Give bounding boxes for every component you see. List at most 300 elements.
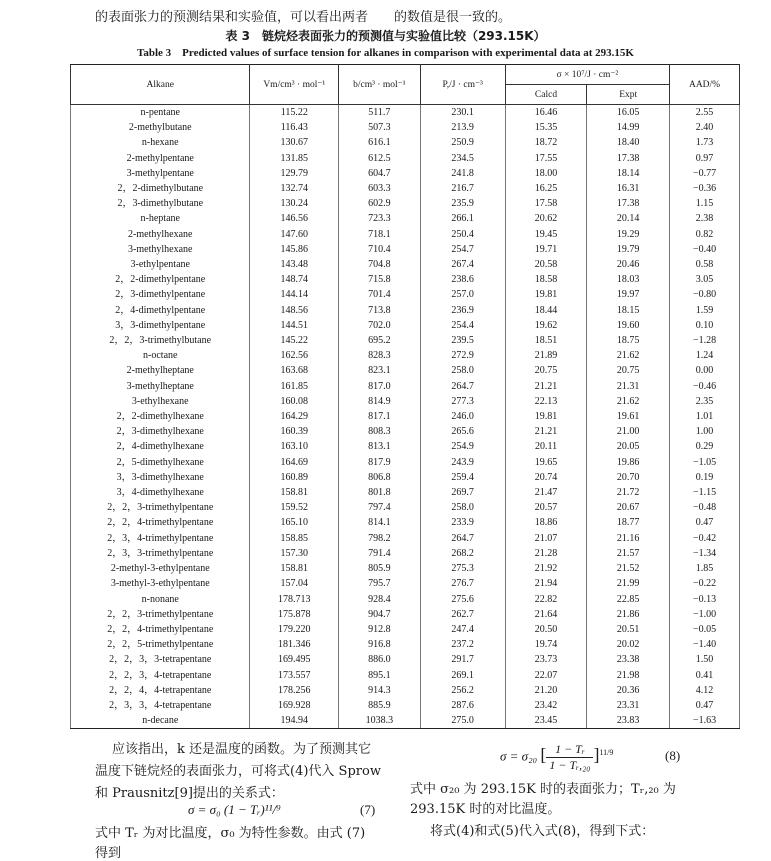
cell-expt: 20.67	[587, 500, 670, 515]
table-title-en: Table 3 Predicted values of surface tension for alkanes in comparison with experimental data at 293.15K	[137, 47, 634, 59]
cell-alkane: 2，3，4-trimethylpentane	[71, 531, 250, 546]
equation-8: σ = σ₂₀ [ $\frac{\text{1 − Tᵣ}}{\text{1 − Tᵣ,₂₀}}$ ]$^{11/9}$	[500, 742, 614, 772]
cell-expt: 21.52	[587, 561, 670, 576]
cell-calcd: 17.58	[505, 196, 587, 211]
cell-calcd: 21.64	[505, 607, 587, 622]
cell-expt: 18.77	[587, 515, 670, 530]
left-text-line-1: 应该指出，k 还是温度的函数。为了预测其它	[112, 742, 372, 757]
table-title-cn: 表 3 链烷烃表面张力的预测值与实验值比较（293.15K）	[225, 29, 546, 43]
cell-calcd: 20.75	[505, 363, 587, 378]
cell-aad: 2.55	[670, 105, 740, 121]
cell-p: 267.4	[420, 257, 505, 272]
header-aad: AAD/%	[670, 65, 740, 105]
cell-p: 254.9	[420, 439, 505, 454]
table-row	[71, 151, 740, 166]
cell-alkane: 3-methyl-3-ethylpentane	[71, 576, 250, 591]
cell-b: 723.3	[339, 211, 421, 226]
cell-calcd: 20.62	[505, 211, 587, 226]
equation-8-numerator: 1 − Tᵣ	[546, 742, 593, 758]
cell-vm: 157.30	[250, 546, 339, 561]
cell-expt: 23.38	[587, 652, 670, 667]
cell-aad: 1.50	[670, 652, 740, 667]
cell-p: 213.9	[420, 120, 505, 135]
cell-p: 269.1	[420, 668, 505, 683]
table-row	[71, 105, 740, 121]
cell-p: 258.0	[420, 363, 505, 378]
equation-8-denominator: 1 − Tᵣ,₂₀	[549, 758, 591, 772]
cell-p: 258.0	[420, 500, 505, 515]
cell-expt: 21.99	[587, 576, 670, 591]
cell-b: 895.1	[339, 668, 421, 683]
cell-vm: 116.43	[250, 120, 339, 135]
cell-expt: 18.75	[587, 333, 670, 348]
header-alkane: Alkane	[71, 65, 250, 105]
cell-b: 886.0	[339, 652, 421, 667]
cell-vm: 160.89	[250, 470, 339, 485]
cell-b: 507.3	[339, 120, 421, 135]
cell-alkane: 3-methylpentane	[71, 166, 250, 181]
cell-alkane: 2，3，3，4-tetrapentane	[71, 698, 250, 713]
cell-alkane: 2，2，3，3-tetrapentane	[71, 652, 250, 667]
cell-aad: 0.47	[670, 515, 740, 530]
cell-vm: 194.94	[250, 713, 339, 729]
cell-b: 798.2	[339, 531, 421, 546]
equation-8-exponent: 11/9	[599, 748, 614, 758]
table-row	[71, 683, 740, 698]
cell-aad: 0.10	[670, 318, 740, 333]
cell-aad: 2.40	[670, 120, 740, 135]
cell-p: 239.5	[420, 333, 505, 348]
cell-expt: 21.98	[587, 668, 670, 683]
cell-alkane: 2，2-dimethylbutane	[71, 181, 250, 196]
table-row	[71, 135, 740, 150]
cell-expt: 18.40	[587, 135, 670, 150]
header-vm: Vm/cm³ · mol⁻¹	[250, 65, 339, 105]
cell-calcd: 21.89	[505, 348, 587, 363]
cell-calcd: 19.81	[505, 409, 587, 424]
cell-b: 791.4	[339, 546, 421, 561]
cell-calcd: 20.50	[505, 622, 587, 637]
cell-aad: −0.80	[670, 287, 740, 302]
cell-p: 230.1	[420, 105, 505, 121]
cell-p: 238.6	[420, 272, 505, 287]
cell-b: 828.3	[339, 348, 421, 363]
cell-expt: 18.14	[587, 166, 670, 181]
cell-b: 808.3	[339, 424, 421, 439]
table-row	[71, 515, 740, 530]
cell-p: 243.9	[420, 455, 505, 470]
cell-p: 235.9	[420, 196, 505, 211]
cell-expt: 19.79	[587, 242, 670, 257]
cell-calcd: 19.74	[505, 637, 587, 652]
cell-vm: 143.48	[250, 257, 339, 272]
cell-b: 603.3	[339, 181, 421, 196]
cell-calcd: 22.13	[505, 394, 587, 409]
cell-expt: 17.38	[587, 151, 670, 166]
cell-calcd: 20.57	[505, 500, 587, 515]
cell-p: 241.8	[420, 166, 505, 181]
cell-calcd: 16.46	[505, 105, 587, 121]
table-row	[71, 531, 740, 546]
cell-p: 254.7	[420, 242, 505, 257]
cell-p: 257.0	[420, 287, 505, 302]
cell-expt: 16.05	[587, 105, 670, 121]
cell-expt: 18.15	[587, 303, 670, 318]
table-row	[71, 211, 740, 226]
cell-aad: −1.00	[670, 607, 740, 622]
cell-alkane: 2，3-dimethylpentane	[71, 287, 250, 302]
cell-calcd: 15.35	[505, 120, 587, 135]
cell-p: 291.7	[420, 652, 505, 667]
cell-vm: 162.56	[250, 348, 339, 363]
cell-expt: 20.05	[587, 439, 670, 454]
cell-alkane: n-nonane	[71, 592, 250, 607]
table-row	[71, 227, 740, 242]
cell-calcd: 20.74	[505, 470, 587, 485]
cell-vm: 129.79	[250, 166, 339, 181]
table-row	[71, 409, 740, 424]
table-row	[71, 348, 740, 363]
cell-expt: 19.61	[587, 409, 670, 424]
data-table	[70, 64, 740, 729]
cell-vm: 164.29	[250, 409, 339, 424]
cell-aad: 0.82	[670, 227, 740, 242]
header-sigma: σ × 10⁷/J · cm⁻²	[505, 65, 669, 85]
cell-b: 904.7	[339, 607, 421, 622]
cell-calcd: 22.07	[505, 668, 587, 683]
table-row	[71, 303, 740, 318]
cell-calcd: 20.11	[505, 439, 587, 454]
cell-calcd: 21.20	[505, 683, 587, 698]
cell-b: 928.4	[339, 592, 421, 607]
cell-alkane: 2-methylbutane	[71, 120, 250, 135]
table-row	[71, 394, 740, 409]
cell-p: 236.9	[420, 303, 505, 318]
cell-alkane: n-pentane	[71, 105, 250, 121]
table-row	[71, 637, 740, 652]
cell-p: 216.7	[420, 181, 505, 196]
cell-p: 266.1	[420, 211, 505, 226]
cell-vm: 165.10	[250, 515, 339, 530]
cell-alkane: 2-methylhexane	[71, 227, 250, 242]
cell-alkane: 2，3-dimethylhexane	[71, 424, 250, 439]
cell-aad: −1.63	[670, 713, 740, 729]
cell-p: 268.2	[420, 546, 505, 561]
cell-expt: 21.72	[587, 485, 670, 500]
cell-alkane: 2，2-dimethylpentane	[71, 272, 250, 287]
cell-aad: −0.40	[670, 242, 740, 257]
cell-vm: 115.22	[250, 105, 339, 121]
cell-aad: −0.77	[670, 166, 740, 181]
left-text-line-3: 和 Prausnitz[9]提出的关系式：	[95, 786, 284, 801]
cell-aad: 1.59	[670, 303, 740, 318]
cell-aad: −0.05	[670, 622, 740, 637]
cell-alkane: 2，5-dimethylhexane	[71, 455, 250, 470]
cell-aad: 1.15	[670, 196, 740, 211]
cell-vm: 169.495	[250, 652, 339, 667]
cell-b: 817.1	[339, 409, 421, 424]
cell-aad: 0.58	[670, 257, 740, 272]
cell-b: 795.7	[339, 576, 421, 591]
cell-expt: 23.83	[587, 713, 670, 729]
cell-p: 275.0	[420, 713, 505, 729]
cell-expt: 20.02	[587, 637, 670, 652]
cell-aad: 2.38	[670, 211, 740, 226]
cell-b: 814.9	[339, 394, 421, 409]
equation-8-left: σ = σ₂₀	[500, 748, 538, 764]
cell-expt: 21.16	[587, 531, 670, 546]
table-row	[71, 287, 740, 302]
cell-vm: 146.56	[250, 211, 339, 226]
cell-alkane: 2，2，4-trimethylpentane	[71, 622, 250, 637]
cell-alkane: 3，3-dimethylhexane	[71, 470, 250, 485]
cell-expt: 21.31	[587, 379, 670, 394]
equation-7: σ = σ₀ (1 − Tᵣ)¹¹/⁹	[188, 802, 281, 817]
cell-p: 250.4	[420, 227, 505, 242]
cell-p: 254.4	[420, 318, 505, 333]
cell-calcd: 18.44	[505, 303, 587, 318]
cell-b: 701.4	[339, 287, 421, 302]
cell-vm: 163.68	[250, 363, 339, 378]
cell-alkane: 2，2，5-trimethylpentane	[71, 637, 250, 652]
cell-alkane: 2，2，4-trimethylpentane	[71, 515, 250, 530]
cell-aad: 0.97	[670, 151, 740, 166]
cell-calcd: 23.73	[505, 652, 587, 667]
cell-b: 801.8	[339, 485, 421, 500]
table-row	[71, 333, 740, 348]
cell-vm: 164.69	[250, 455, 339, 470]
cell-p: 275.6	[420, 592, 505, 607]
cell-aad: −0.13	[670, 592, 740, 607]
cell-vm: 163.10	[250, 439, 339, 454]
cell-p: 256.2	[420, 683, 505, 698]
cell-vm: 160.39	[250, 424, 339, 439]
cell-vm: 157.04	[250, 576, 339, 591]
cell-vm: 144.51	[250, 318, 339, 333]
cell-alkane: 3-methylheptane	[71, 379, 250, 394]
cell-expt: 17.38	[587, 196, 670, 211]
cell-vm: 160.08	[250, 394, 339, 409]
cell-expt: 20.70	[587, 470, 670, 485]
cell-vm: 145.22	[250, 333, 339, 348]
cell-b: 710.4	[339, 242, 421, 257]
cell-alkane: 2，2，3-trimethylbutane	[71, 333, 250, 348]
cell-p: 275.3	[420, 561, 505, 576]
cell-alkane: 2，3-dimethylbutane	[71, 196, 250, 211]
cell-aad: 4.12	[670, 683, 740, 698]
cell-vm: 173.557	[250, 668, 339, 683]
cell-aad: 3.05	[670, 272, 740, 287]
table-row	[71, 196, 740, 211]
cell-p: 247.4	[420, 622, 505, 637]
cell-calcd: 19.45	[505, 227, 587, 242]
cell-calcd: 17.55	[505, 151, 587, 166]
cell-alkane: 2，2，3-trimethylpentane	[71, 500, 250, 515]
cell-aad: −1.28	[670, 333, 740, 348]
table-row	[71, 698, 740, 713]
cell-vm: 131.85	[250, 151, 339, 166]
left-text-line-2: 温度下链烷烃的表面张力，可将式(4)代入 Sprow	[95, 764, 381, 779]
table-row	[71, 561, 740, 576]
cell-p: 259.4	[420, 470, 505, 485]
table-row	[71, 257, 740, 272]
cell-alkane: n-hexane	[71, 135, 250, 150]
cell-aad: 0.19	[670, 470, 740, 485]
cell-b: 813.1	[339, 439, 421, 454]
table-row	[71, 713, 740, 729]
cell-calcd: 23.42	[505, 698, 587, 713]
cell-aad: 1.85	[670, 561, 740, 576]
cell-expt: 21.57	[587, 546, 670, 561]
cell-b: 715.8	[339, 272, 421, 287]
cell-aad: 0.00	[670, 363, 740, 378]
cell-vm: 132.74	[250, 181, 339, 196]
cell-aad: 0.29	[670, 439, 740, 454]
cell-alkane: 2，2，3-trimethylpentane	[71, 607, 250, 622]
table-row	[71, 485, 740, 500]
cell-b: 916.8	[339, 637, 421, 652]
cell-p: 287.6	[420, 698, 505, 713]
table-row	[71, 363, 740, 378]
table-row	[71, 424, 740, 439]
cell-expt: 20.46	[587, 257, 670, 272]
cell-expt: 16.31	[587, 181, 670, 196]
cell-calcd: 19.65	[505, 455, 587, 470]
right-text-line-1: 式中 σ₂₀ 为 293.15K 时的表面张力；Tᵣ,₂₀ 为	[410, 782, 676, 797]
table-row	[71, 242, 740, 257]
cell-expt: 18.03	[587, 272, 670, 287]
table-body	[71, 105, 740, 729]
cell-b: 914.3	[339, 683, 421, 698]
cell-alkane: 3，4-dimethylhexane	[71, 485, 250, 500]
cell-p: 272.9	[420, 348, 505, 363]
cell-p: 276.7	[420, 576, 505, 591]
table-row	[71, 592, 740, 607]
cell-aad: 0.47	[670, 698, 740, 713]
cell-b: 805.9	[339, 561, 421, 576]
right-text-line-2: 293.15K 时的对比温度。	[410, 802, 561, 817]
cell-calcd: 21.47	[505, 485, 587, 500]
cell-vm: 179.220	[250, 622, 339, 637]
cell-alkane: 3-ethylpentane	[71, 257, 250, 272]
cell-b: 713.8	[339, 303, 421, 318]
cell-aad: 1.01	[670, 409, 740, 424]
header-calcd: Calcd	[505, 85, 587, 105]
cell-expt: 23.31	[587, 698, 670, 713]
cell-aad: −1.40	[670, 637, 740, 652]
header-p: P,/J · cm⁻³	[420, 65, 505, 105]
cell-calcd: 20.58	[505, 257, 587, 272]
cell-calcd: 18.58	[505, 272, 587, 287]
table-row	[71, 607, 740, 622]
cell-b: 817.0	[339, 379, 421, 394]
cell-vm: 148.74	[250, 272, 339, 287]
cell-alkane: n-heptane	[71, 211, 250, 226]
cell-alkane: 2-methylpentane	[71, 151, 250, 166]
cell-b: 718.1	[339, 227, 421, 242]
cell-alkane: n-decane	[71, 713, 250, 729]
cell-aad: −0.46	[670, 379, 740, 394]
cell-expt: 21.62	[587, 348, 670, 363]
cell-alkane: 2-methylheptane	[71, 363, 250, 378]
cell-expt: 20.36	[587, 683, 670, 698]
cell-calcd: 23.45	[505, 713, 587, 729]
cell-p: 233.9	[420, 515, 505, 530]
cell-expt: 14.99	[587, 120, 670, 135]
cell-aad: −0.42	[670, 531, 740, 546]
cell-aad: −0.36	[670, 181, 740, 196]
cell-p: 277.3	[420, 394, 505, 409]
table-row	[71, 622, 740, 637]
cell-calcd: 19.81	[505, 287, 587, 302]
cell-p: 264.7	[420, 531, 505, 546]
table-row	[71, 181, 740, 196]
cell-b: 612.5	[339, 151, 421, 166]
cell-b: 817.9	[339, 455, 421, 470]
cell-b: 695.2	[339, 333, 421, 348]
cell-vm: 144.14	[250, 287, 339, 302]
cell-vm: 148.56	[250, 303, 339, 318]
cell-alkane: 2，4-dimethylhexane	[71, 439, 250, 454]
table-row	[71, 439, 740, 454]
table-row	[71, 166, 740, 181]
cell-expt: 21.00	[587, 424, 670, 439]
left-text-line-5: 得到	[95, 846, 122, 861]
cell-expt: 21.62	[587, 394, 670, 409]
cell-b: 616.1	[339, 135, 421, 150]
equation-7-number: (7)	[360, 802, 376, 817]
cell-vm: 147.60	[250, 227, 339, 242]
cell-expt: 19.86	[587, 455, 670, 470]
cell-p: 265.6	[420, 424, 505, 439]
cell-calcd: 21.94	[505, 576, 587, 591]
cell-calcd: 21.92	[505, 561, 587, 576]
cell-expt: 22.85	[587, 592, 670, 607]
table-row	[71, 455, 740, 470]
cell-aad: 0.41	[670, 668, 740, 683]
table-row	[71, 546, 740, 561]
cell-aad: −1.15	[670, 485, 740, 500]
cell-alkane: 2，3，3-trimethylpentane	[71, 546, 250, 561]
cell-alkane: 3-ethylhexane	[71, 394, 250, 409]
cell-p: 234.5	[420, 151, 505, 166]
cell-aad: −0.22	[670, 576, 740, 591]
cell-b: 823.1	[339, 363, 421, 378]
cell-vm: 178.256	[250, 683, 339, 698]
table-row	[71, 668, 740, 683]
cell-vm: 145.86	[250, 242, 339, 257]
cell-alkane: n-octane	[71, 348, 250, 363]
cell-expt: 19.60	[587, 318, 670, 333]
cell-vm: 130.24	[250, 196, 339, 211]
cell-aad: 1.73	[670, 135, 740, 150]
cell-calcd: 18.72	[505, 135, 587, 150]
header-b: b/cm³ · mol⁻¹	[339, 65, 421, 105]
cell-b: 511.7	[339, 105, 421, 121]
cell-p: 246.0	[420, 409, 505, 424]
cell-vm: 178.713	[250, 592, 339, 607]
cell-calcd: 22.82	[505, 592, 587, 607]
cell-vm: 130.67	[250, 135, 339, 150]
cell-calcd: 18.86	[505, 515, 587, 530]
cell-aad: 1.24	[670, 348, 740, 363]
cell-b: 604.7	[339, 166, 421, 181]
cell-vm: 161.85	[250, 379, 339, 394]
cell-b: 797.4	[339, 500, 421, 515]
table-row	[71, 500, 740, 515]
cell-aad: −1.05	[670, 455, 740, 470]
cell-aad: 2.35	[670, 394, 740, 409]
